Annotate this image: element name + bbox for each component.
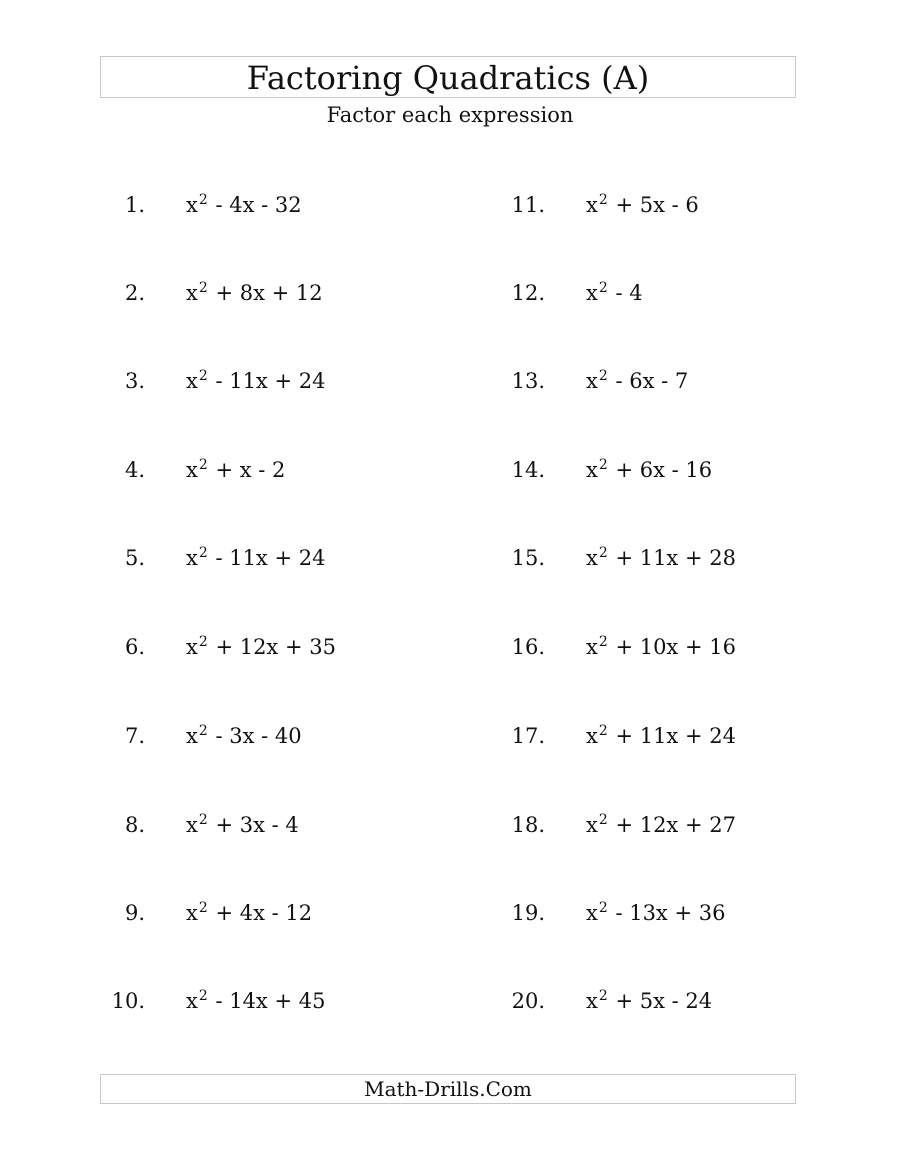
exponent: 2: [598, 812, 608, 828]
problem-number: 12.: [511, 281, 545, 305]
exponent: 2: [598, 900, 608, 916]
exponent: 2: [198, 900, 208, 916]
exponent: 2: [598, 192, 608, 208]
exponent: 2: [598, 457, 608, 473]
problem-expression: $x^2 + 3x - 4$: [186, 812, 299, 837]
exponent: 2: [598, 368, 608, 384]
problem-expression: $x^2 + 5x - 6$: [586, 192, 699, 217]
exponent: 2: [198, 812, 208, 828]
instructions: Factor each expression: [326, 103, 574, 127]
problem-number: 15.: [511, 546, 545, 570]
exponent: 2: [198, 457, 208, 473]
footer-box: [100, 1074, 796, 1104]
problem-expression: $x^2 - 13x + 36$: [586, 900, 726, 925]
exponent: 2: [198, 545, 208, 561]
problem-expression: $x^2 - 14x + 45$: [186, 988, 326, 1013]
exponent: 2: [198, 192, 208, 208]
problem-expression: $x^2 + 11x + 24$: [586, 723, 736, 748]
exponent: 2: [598, 988, 608, 1004]
problem-number: 20.: [511, 989, 545, 1013]
problem-expression: $x^2 + 4x - 12$: [186, 900, 313, 925]
problem-number: 18.: [511, 813, 545, 837]
exponent: 2: [598, 634, 608, 650]
problem-expression: $x^2 - 11x + 24$: [186, 368, 326, 393]
problem-number: 5.: [124, 546, 145, 570]
problem-number: 6.: [124, 635, 145, 659]
problem-number: 2.: [124, 281, 145, 305]
exponent: 2: [198, 988, 208, 1004]
problem-expression: $x^2 + 11x + 28$: [586, 545, 736, 570]
footer-credit: Math-Drills.Com: [364, 1077, 532, 1101]
problem-number: 14.: [511, 458, 545, 482]
problem-number: 11.: [511, 193, 545, 217]
problem-expression: $x^2 - 6x - 7$: [586, 368, 689, 393]
page-title: Factoring Quadratics (A): [246, 59, 650, 97]
problem-number: 7.: [124, 724, 145, 748]
problem-number: 17.: [511, 724, 545, 748]
exponent: 2: [198, 368, 208, 384]
exponent: 2: [198, 723, 208, 739]
problem-number: 3.: [124, 369, 145, 393]
problem-expression: $x^2 + 12x + 27$: [586, 812, 736, 837]
problem-expression: $x^2 + 6x - 16$: [586, 457, 713, 482]
problem-expression: $x^2 + 10x + 16$: [586, 634, 736, 659]
problem-number: 13.: [511, 369, 545, 393]
problem-number: 4.: [124, 458, 145, 482]
exponent: 2: [198, 280, 208, 296]
problem-number: 16.: [511, 635, 545, 659]
exponent: 2: [598, 545, 608, 561]
problem-number: 10.: [111, 989, 145, 1013]
problem-expression: $x^2 - 4x - 32$: [186, 192, 302, 217]
problem-expression: $x^2 + x - 2$: [186, 457, 286, 482]
problem-expression: $x^2 + 5x - 24$: [586, 988, 713, 1013]
title-box: [100, 56, 796, 98]
problem-expression: $x^2 + 8x + 12$: [186, 280, 323, 305]
problem-number: 8.: [124, 813, 145, 837]
exponent: 2: [598, 280, 608, 296]
problem-expression: $x^2 - 11x + 24$: [186, 545, 326, 570]
problem-number: 1.: [124, 193, 145, 217]
problem-expression: $x^2 - 4$: [586, 280, 643, 305]
problem-expression: $x^2 + 12x + 35$: [186, 634, 336, 659]
exponent: 2: [598, 723, 608, 739]
problem-expression: $x^2 - 3x - 40$: [186, 723, 302, 748]
problem-number: 9.: [124, 901, 145, 925]
exponent: 2: [198, 634, 208, 650]
problem-number: 19.: [511, 901, 545, 925]
